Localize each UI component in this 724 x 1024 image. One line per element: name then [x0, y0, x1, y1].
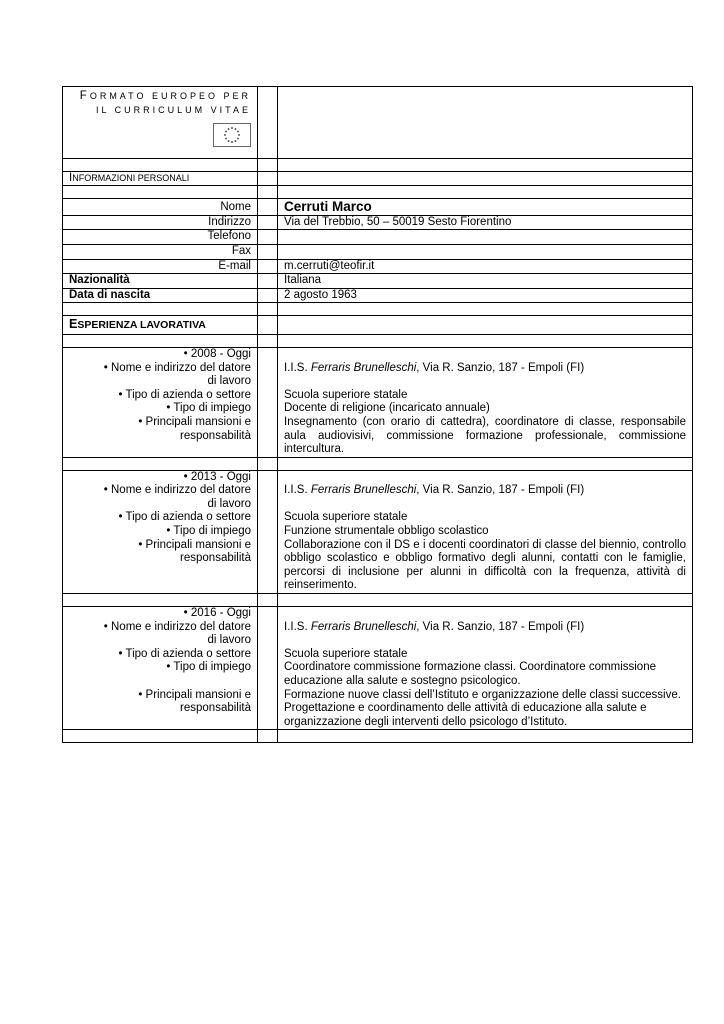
- label-duties: • Principali mansioni e: [138, 688, 251, 701]
- phone-label: Telefono: [63, 230, 258, 245]
- entry-duties: Formazione nuove classi dell’Istituto e organizzazione delle classi successive. Progettazione e coordinamento delle attività di educazione alla salute e organizzazione degli interventi dello psicologo d’Istituto.: [284, 688, 681, 728]
- entry-job: Coordinatore commissione formazione classi. Coordinatore commissione educazione alla salute e sostegno psicologico.: [284, 661, 656, 687]
- nationality-row: [63, 274, 693, 289]
- personal-section-title: INFORMAZIONI PERSONALI: [69, 171, 190, 184]
- birth-label: Data di nascita: [63, 288, 258, 303]
- experience-entry: [63, 607, 693, 730]
- cv-title: [69, 87, 251, 117]
- address-value: Via del Trebbio, 50 – 50019 Sesto Fiorentino: [278, 215, 693, 230]
- label-job: • Tipo di impiego: [166, 402, 251, 415]
- nationality-label: Nazionalità: [63, 274, 258, 289]
- entry-period: • 2013 - Oggi: [183, 470, 251, 483]
- address-row: [63, 215, 693, 230]
- label-duties: • Principali mansioni e: [138, 538, 251, 551]
- fax-value: [278, 244, 693, 259]
- entry-job: Funzione strumentale obbligo scolastico: [284, 525, 489, 538]
- entry-values: [278, 470, 693, 593]
- experience-section-title: ESPERIENZA LAVORATIVA: [69, 317, 206, 332]
- entry-type: Scuola superiore statale: [284, 647, 408, 660]
- name-label: Nome: [63, 199, 258, 216]
- birth-row: [63, 288, 693, 303]
- entry-employer: I.I.S. Ferraris Brunelleschi, Via R. Sanzio, 187 - Empoli (FI): [284, 484, 585, 497]
- phone-value: [278, 230, 693, 245]
- entry-duties: Insegnamento (con orario di cattedra), coordinatore di classe, responsabile aula audiovisivi, commissione formazione professionale, commissione intercultura.: [284, 415, 686, 456]
- nationality-value: Italiana: [278, 274, 693, 289]
- entry-labels: • 2013 - Oggi • Nome e indirizzo del datore di lavoro • Tipo di azienda o settore • Tipo di impiego • Principali mansioni e responsabilità: [63, 470, 258, 593]
- cv-table: [62, 86, 693, 743]
- entry-period: • 2008 - Oggi: [183, 347, 251, 360]
- header-row: [63, 87, 693, 159]
- email-row: [63, 259, 693, 274]
- name-value: Cerruti Marco: [278, 199, 693, 216]
- entry-labels: • 2016 - Oggi • Nome e indirizzo del datore di lavoro • Tipo di azienda o settore • Tipo di impiego • Principali mansioni e responsabilità: [63, 607, 258, 730]
- label-type: • Tipo di azienda o settore: [118, 511, 251, 524]
- title-cap: F: [79, 90, 90, 102]
- fax-row: [63, 244, 693, 259]
- experience-section-row: [63, 316, 693, 335]
- label-type: • Tipo di azienda o settore: [118, 647, 251, 660]
- entry-type: Scuola superiore statale: [284, 511, 408, 524]
- title-line1: ORMATO EUROPEO PER: [89, 91, 251, 101]
- entry-type: Scuola superiore statale: [284, 388, 408, 401]
- entry-values: [278, 347, 693, 457]
- email-label: E-mail: [63, 259, 258, 274]
- phone-row: [63, 230, 693, 245]
- entry-employer: I.I.S. Ferraris Brunelleschi, Via R. Sanzio, 187 - Empoli (FI): [284, 361, 585, 374]
- label-duties: • Principali mansioni e: [138, 415, 251, 428]
- entry-job: Docente di religione (incaricato annuale): [284, 402, 490, 415]
- experience-entry: [63, 470, 693, 593]
- label-job: • Tipo di impiego: [166, 661, 251, 674]
- label-employer: • Nome e indirizzo del datore: [103, 484, 251, 497]
- personal-section-row: [63, 171, 693, 186]
- label-employer: • Nome e indirizzo del datore: [103, 361, 251, 374]
- name-row: [63, 199, 693, 216]
- label-job: • Tipo di impiego: [166, 525, 251, 538]
- entry-employer: I.I.S. Ferraris Brunelleschi, Via R. Sanzio, 187 - Empoli (FI): [284, 620, 585, 633]
- entry-values: [278, 607, 693, 730]
- experience-entry: [63, 347, 693, 457]
- label-type: • Tipo di azienda o settore: [118, 388, 251, 401]
- email-value: m.cerruti@teofir.it: [278, 259, 693, 274]
- label-employer: • Nome e indirizzo del datore: [103, 620, 251, 633]
- entry-period: • 2016 - Oggi: [183, 607, 251, 620]
- fax-label: Fax: [63, 244, 258, 259]
- entry-duties: Collaborazione con il DS e i docenti coordinatori di classe del biennio, controllo obbligo scolastico e obbligo formativo degli alunni, contatti con le famiglie, percorsi di inclusione per alunni in difficoltà con la frequenza, attività di reinserimento.: [284, 538, 686, 592]
- address-label: Indirizzo: [63, 215, 258, 230]
- entry-labels: • 2008 - Oggi • Nome e indirizzo del datore di lavoro • Tipo di azienda o settore • Tipo di impiego • Principali mansioni e responsabilità: [63, 347, 258, 457]
- birth-value: 2 agosto 1963: [278, 288, 693, 303]
- title-line2: IL CURRICULUM VITAE: [95, 105, 251, 115]
- eu-flag-icon: [213, 123, 251, 147]
- header-cell: [63, 87, 258, 159]
